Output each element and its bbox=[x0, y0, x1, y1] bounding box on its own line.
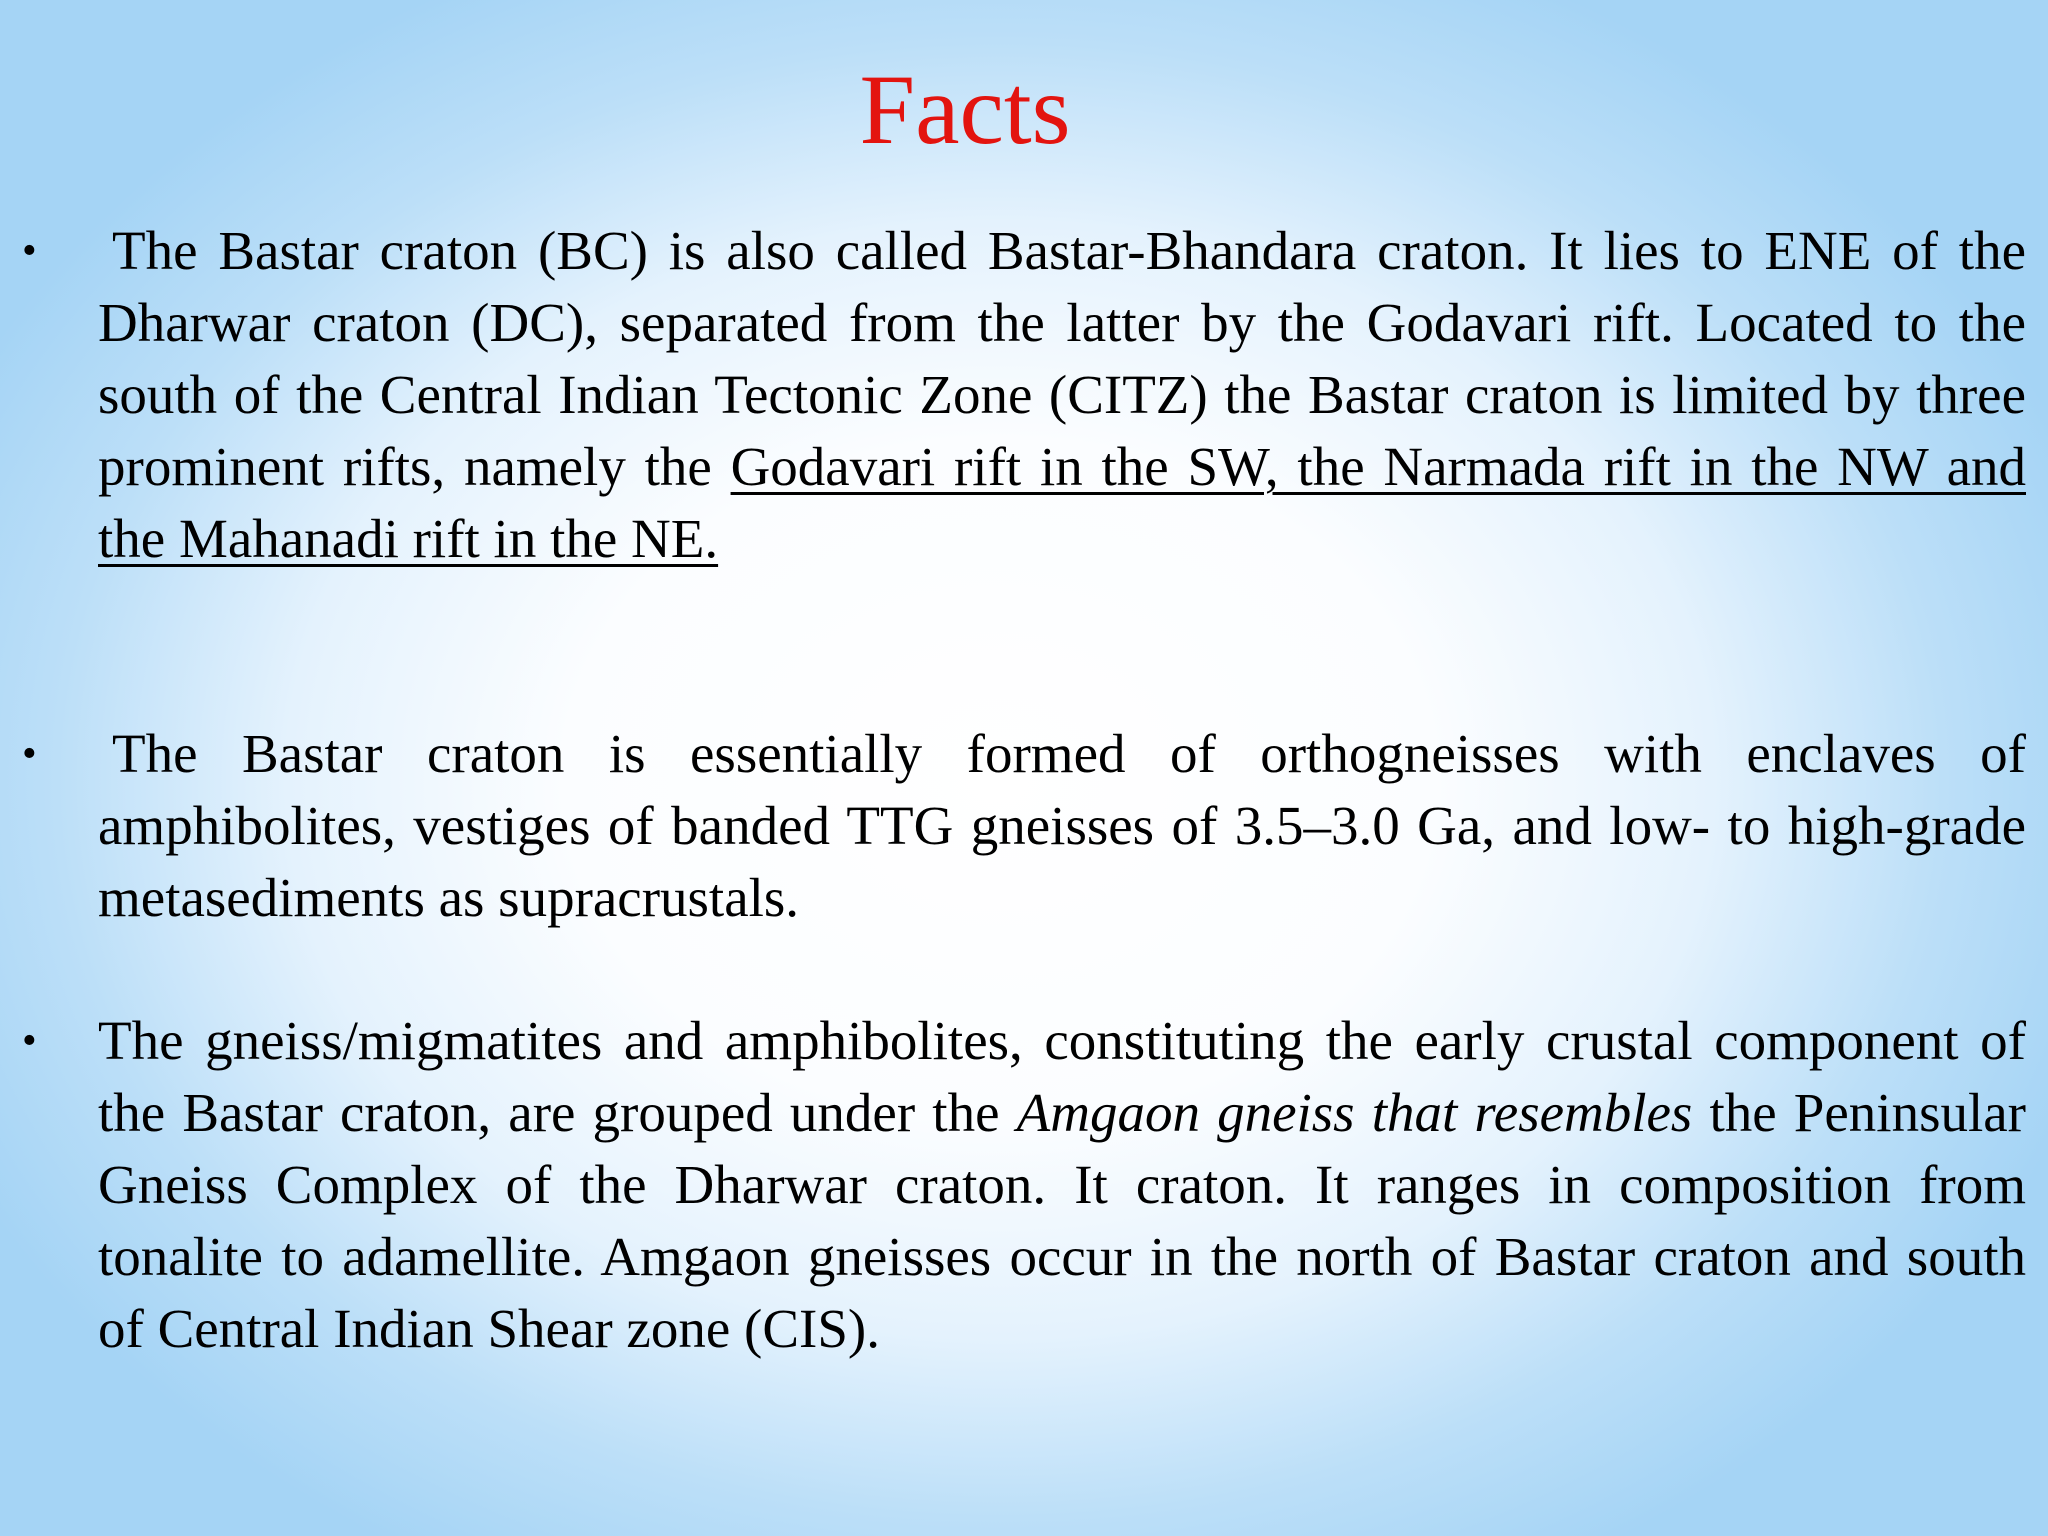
bullet-icon: • bbox=[22, 1018, 37, 1064]
slide-title: Facts bbox=[859, 54, 1071, 165]
bullet-item-1 bbox=[0, 215, 2026, 575]
bullet-item-2 bbox=[0, 718, 2026, 934]
bullet-3-italic: Amgaon gneiss that resembles bbox=[1016, 1082, 1693, 1143]
bullet-text-2 bbox=[98, 718, 2026, 934]
bullet-2-text: The Bastar craton is essentially formed of orthogneisses with enclaves of amphibolites, vestiges of banded TTG gneisses of 3.5–3.0 Ga, and low- to high-grade metasediments as supracrustals. bbox=[98, 723, 2026, 928]
bullet-text-1 bbox=[98, 215, 2026, 575]
bullet-1-underlined: Godavari rift in the SW, the Narmada rift in the NW and the Mahanadi rift in the NE. bbox=[98, 436, 2026, 569]
bullet-icon: • bbox=[22, 228, 37, 274]
bullet-icon: • bbox=[22, 731, 37, 777]
bullet-1-intro: The Bastar craton (BC) is also called Bastar-Bhandara craton. It lies to ENE of the Dharwar craton (DC), separated from the latter by the Godavari rift. Located to the south of the Central Indian Tectonic Zone (CITZ) the Bastar craton is limited by three prominent rifts, namely the bbox=[98, 220, 2026, 497]
bullet-3-rest: the Peninsular Gneiss Complex of the Dharwar craton. It craton. It ranges in composition from tonalite to adamellite. Amgaon gneisses occur in the north of Bastar craton and south of Central Indian Shear zone (CIS). bbox=[98, 1082, 2026, 1359]
bullet-3-intro: The gneiss/migmatites and amphibolites, constituting the early crustal component of the Bastar craton, are grouped under the bbox=[98, 1010, 2026, 1143]
bullet-item-3 bbox=[0, 1005, 2026, 1365]
bullet-text-3 bbox=[98, 1005, 2026, 1365]
